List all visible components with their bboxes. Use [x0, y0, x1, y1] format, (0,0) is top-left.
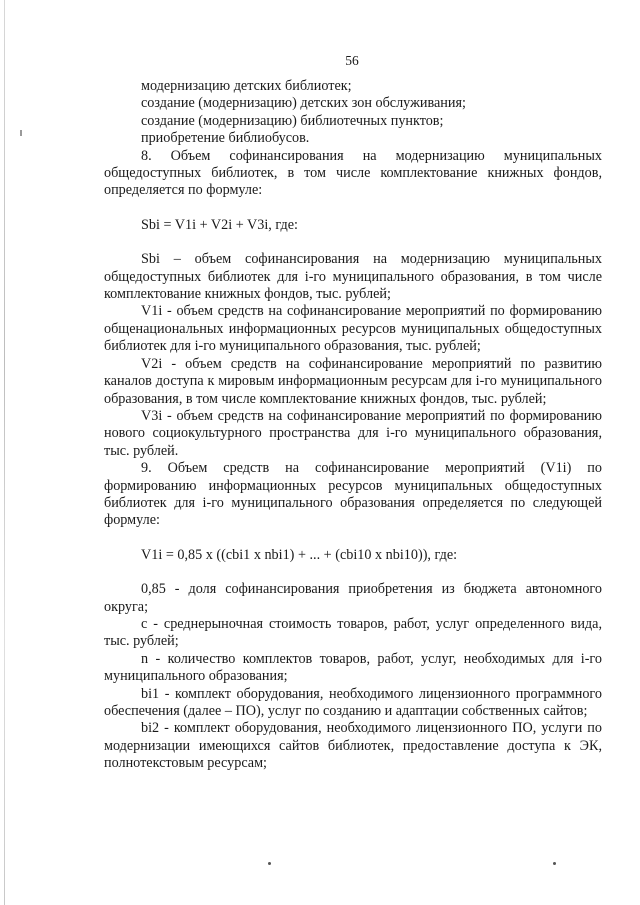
paragraph-8: 8. Объем софинансирования на модернизацию муниципальных общедоступных библиотек, в том числе комплектование книжных фондов, определяется по формуле: — [104, 147, 602, 199]
paragraph-9: 9. Объем средств на софинансирование мероприятий (V1i) по формированию информационных ресурсов муниципальных общедоступных библиотек для i-го муниципального образования определяется по следующей формуле: — [104, 460, 602, 529]
definition-bi1: bi1 - комплект оборудования, необходимого лицензионного программного обеспечения (далее – ПО), услуг по созданию и адаптации собственных сайтов; — [104, 685, 602, 719]
formula-v1i: V1i = 0,85 x ((cbi1 x nbi1) + ... + (cbi10 x nbi10)), где: — [141, 546, 458, 563]
page-number: 56 — [345, 53, 359, 68]
definition-bi2: bi2 - комплект оборудования, необходимого лицензионного ПО, услуги по модернизации имеющихся сайтов библиотек, предоставление доступа к ЭК, полнотекстовым ресурсам; — [104, 720, 602, 772]
definition-sbi: Sbi – объем софинансирования на модернизацию муниципальных общедоступных библиотек для i-го муниципального образования, в том числе комплектование книжных фондов, тыс. рублей; — [104, 251, 602, 303]
definition-c: c - среднерыночная стоимость товаров, работ, услуг определенного вида, тыс. рублей; — [104, 615, 602, 650]
scan-dot — [553, 862, 556, 865]
scan-left-edge — [4, 0, 5, 905]
list-item: создание (модернизацию) библиотечных пунктов; — [141, 112, 444, 129]
scan-mark — [20, 130, 22, 136]
list-item: создание (модернизацию) детских зон обслуживания; — [141, 95, 466, 112]
list-item: модернизацию детских библиотек; — [141, 78, 352, 94]
definition-v3i: V3i - объем средств на софинансирование мероприятий по формированию нового социокультурного пространства для i-го муниципального образования, тыс. рублей. — [104, 407, 602, 459]
scan-dot — [268, 862, 271, 865]
definition-v2i: V2i - объем средств на софинансирование мероприятий по развитию каналов доступа к мировым информационным ресурсам для i-го муниципального образования, в том числе комплектование книжных фондов, тыс. рублей; — [104, 355, 602, 407]
document-body — [104, 78, 602, 773]
list-item: приобретение библиобусов. — [141, 130, 310, 147]
definition-share: 0,85 - доля софинансирования приобретения из бюджета автономного округа; — [104, 581, 602, 615]
formula-sbi: Sbi = V1i + V2i + V3i, где: — [141, 216, 298, 233]
definition-v1i: V1i - объем средств на софинансирование мероприятий по формированию общенациональных информационных ресурсов муниципальных общедоступных библиотек для i-го муниципального образования, тыс. рублей; — [104, 303, 602, 355]
definition-n: n - количество комплектов товаров, работ, услуг, необходимых для i-го муниципального образования; — [104, 650, 602, 685]
